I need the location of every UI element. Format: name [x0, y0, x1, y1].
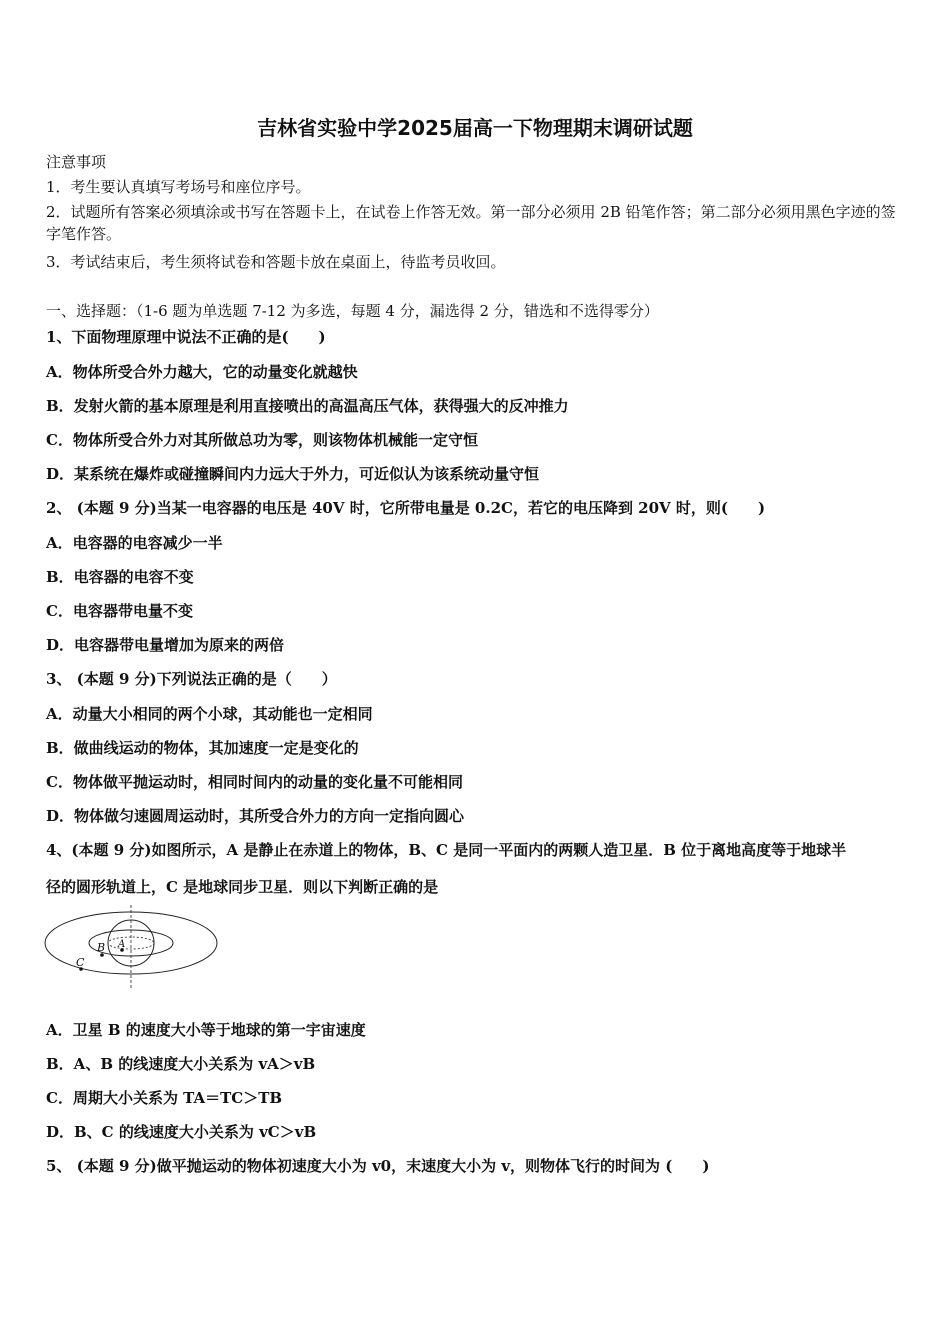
page-title: 吉林省实验中学2025届高一下物理期末调研试题 — [257, 116, 693, 140]
notice-item-3: 3．考试结束后，考生须将试卷和答题卡放在桌面上，待监考员收回。 — [46, 253, 506, 271]
label-c: C — [76, 956, 85, 969]
question-5-stem: 5、 (本题 9 分)做平抛运动的物体初速度大小为 v0，末速度大小为 v，则物体飞行的时间为 ( ) — [46, 1157, 710, 1175]
label-b: B — [97, 941, 106, 954]
question-3-option-c: C．物体做平抛运动时，相同时间内的动量的变化量不可能相同 — [46, 773, 463, 791]
label-a: A — [118, 939, 126, 950]
question-3-option-d: D．物体做匀速圆周运动时，其所受合外力的方向一定指向圆心 — [46, 807, 465, 825]
notice-item-2: 2．试题所有答案必须填涂或书写在答题卡上，在试卷上作答无效。第一部分必须用 2B 铅笔作答；第二部分必须用黑色字迹的签字笔作答。 — [46, 203, 896, 243]
question-1-option-b: B．发射火箭的基本原理是利用直接喷出的高温高压气体，获得强大的反冲推力 — [46, 397, 569, 415]
question-2-option-c: C．电容器带电量不变 — [46, 602, 193, 620]
question-4-option-b: B．A、B 的线速度大小关系为 vA＞vB — [46, 1055, 316, 1073]
question-4-option-d: D．B、C 的线速度大小关系为 vC＞vB — [46, 1123, 317, 1141]
question-1-option-a: A．物体所受合外力越大，它的动量变化就越快 — [46, 363, 358, 381]
question-3-option-a: A．动量大小相同的两个小球，其动能也一定相同 — [46, 705, 373, 723]
question-1-stem: 1、下面物理原理中说法不正确的是( ) — [46, 328, 326, 346]
notice-heading: 注意事项 — [46, 153, 107, 171]
question-4-stem-line-2: 径的圆形轨道上，C 是地球同步卫星．则以下判断正确的是 — [46, 878, 439, 896]
satellite-orbit-figure — [40, 905, 225, 990]
question-2-option-d: D．电容器带电量增加为原来的两倍 — [46, 636, 285, 654]
question-2-option-a: A．电容器的电容减少一半 — [46, 534, 223, 552]
question-2-option-b: B．电容器的电容不变 — [46, 568, 194, 586]
question-1-option-d: D．某系统在爆炸或碰撞瞬间内力远大于外力，可近似认为该系统动量守恒 — [46, 465, 540, 483]
question-4-option-c: C．周期大小关系为 TA＝TC＞TB — [46, 1089, 283, 1107]
question-4-option-a: A．卫星 B 的速度大小等于地球的第一宇宙速度 — [46, 1021, 366, 1039]
question-2-stem: 2、 (本题 9 分)当某一电容器的电压是 40V 时，它所带电量是 0.2C，若它的电压降到 20V 时，则( ) — [46, 499, 766, 517]
section-heading: 一、选择题：（1-6 题为单选题 7-12 为多选，每题 4 分，漏选得 2 分，错选和不选得零分） — [46, 302, 659, 320]
notice-item-1: 1．考生要认真填写考场号和座位序号。 — [46, 178, 311, 196]
question-3-option-b: B．做曲线运动的物体，其加速度一定是变化的 — [46, 739, 359, 757]
question-4-stem-line-1: 4、(本题 9 分)如图所示，A 是静止在赤道上的物体，B、C 是同一平面内的两颗人造卫星．B 位于离地高度等于地球半 — [46, 841, 847, 859]
question-3-stem: 3、 (本题 9 分)下列说法正确的是（ ） — [46, 670, 337, 688]
question-1-option-c: C．物体所受合外力对其所做总功为零，则该物体机械能一定守恒 — [46, 431, 478, 449]
